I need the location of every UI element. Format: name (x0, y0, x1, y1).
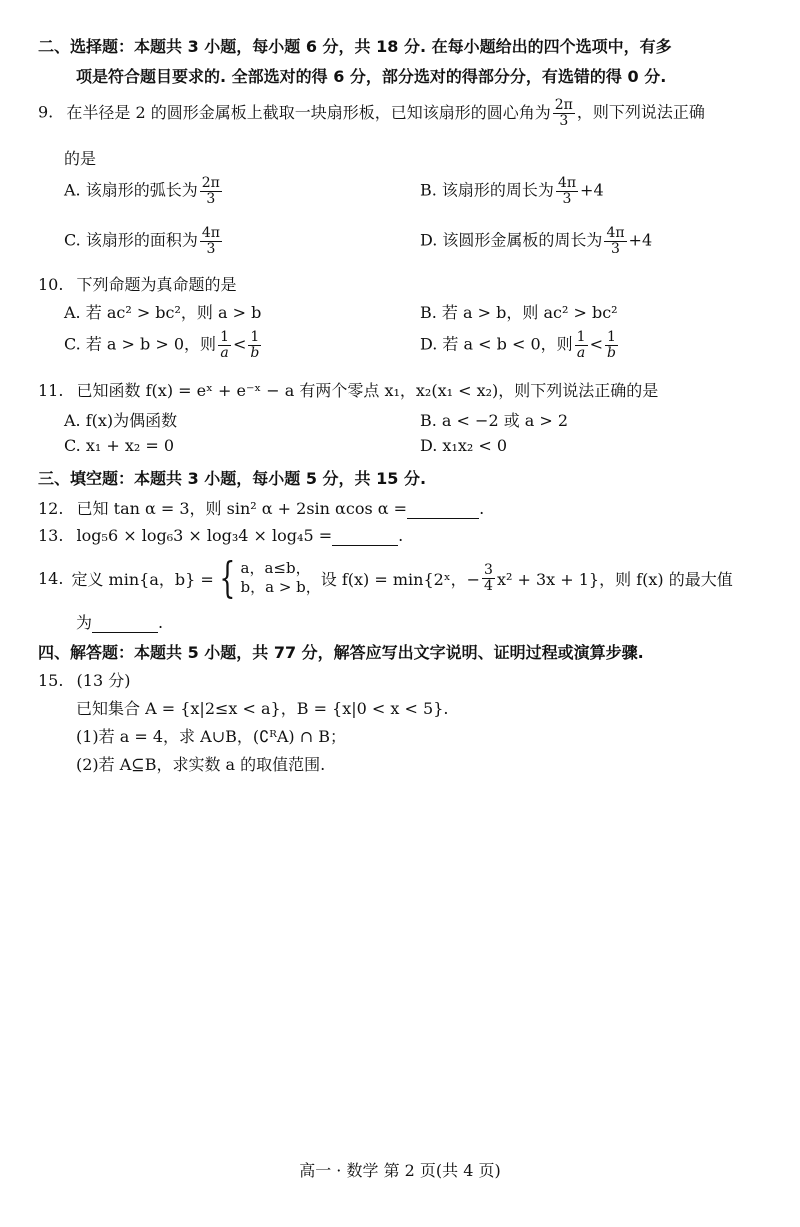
frac-numerator: 4π (606, 225, 625, 241)
question-15-stem: 已知集合 A = {x|2≤x < a}，B = {x|0 < x < 5}. (76, 699, 449, 718)
fraction (605, 330, 618, 360)
fraction (200, 176, 222, 206)
question-text: 定义 min{a，b} = (71, 569, 214, 589)
q10-option-a: A. 若 ac² > bc²，则 a > b (64, 303, 262, 322)
q10-option-c (64, 330, 263, 360)
question-text: 已知 tan α = 3，则 sin² α + 2sin αcos α = (76, 499, 408, 518)
question-number: 15. (38, 671, 64, 690)
page-footer: 高一 · 数学 第 2 页(共 4 页) (299, 1161, 501, 1180)
question-13 (38, 526, 403, 546)
period: . (479, 499, 485, 518)
q9-option-d (420, 226, 652, 256)
frac-numerator: 2π (554, 97, 573, 113)
q9-option-c (64, 226, 224, 256)
fraction (482, 563, 495, 593)
question-15-part1: (1)若 a = 4，求 A∪B，(∁ᴿA) ∩ B； (76, 727, 346, 746)
frac-denominator: 3 (559, 112, 569, 129)
question-text: 在半径是 2 的圆形金属板上截取一块扇形板，已知该扇形的圆心角为 (66, 102, 551, 122)
question-9-stem (38, 98, 705, 128)
question-9-stem-cont: 的是 (64, 149, 97, 168)
answer-blank (407, 499, 479, 519)
fraction (200, 226, 222, 256)
option-label: D. 该圆形金属板的周长为 (420, 230, 603, 250)
question-text: log₅6 × log₆3 × log₃4 × log₄5 = (76, 526, 333, 545)
q10-option-b: B. 若 a > b，则 ac² > bc² (420, 303, 618, 322)
option-label: B. 该扇形的周长为 (420, 180, 554, 200)
case-1: a，a≤b， (240, 558, 311, 577)
question-number: 14. (38, 568, 64, 588)
question-15-part2: (2)若 A⊆B，求实数 a 的取值范围. (76, 755, 326, 774)
question-10-stem (38, 272, 237, 295)
case-2: b，a > b， (240, 578, 321, 596)
section2-heading-line1: 二、选择题：本题共 3 小题，每小题 6 分，共 18 分. 在每小题给出的四个选项中，有多 (38, 37, 672, 56)
frac-denominator: 4 (484, 577, 493, 594)
question-number: 13. (38, 526, 64, 545)
angle-fraction (553, 98, 575, 128)
question-11-stem (38, 378, 658, 401)
frac-numerator: 4π (557, 175, 577, 191)
q11-option-c: C. x₁ + x₂ = 0 (64, 436, 175, 455)
q11-option-d: D. x₁x₂ < 0 (420, 436, 508, 455)
question-text: 已知函数 f(x) = eˣ + e⁻ˣ − a 有两个零点 x₁，x₂(x₁ < x₂)，则下列说法正确的是 (76, 381, 659, 400)
question-14-cont (76, 610, 163, 633)
left-brace-icon: { (219, 553, 236, 602)
frac-numerator: 4π (201, 225, 220, 241)
q9-option-b (420, 176, 604, 206)
frac-denominator: 3 (206, 240, 216, 257)
frac-numerator: 1 (220, 329, 229, 345)
fraction (604, 226, 626, 256)
question-number: 10. (38, 275, 64, 294)
question-text: 为 (76, 613, 93, 632)
answer-blank (332, 526, 398, 546)
q9-option-a (64, 176, 224, 206)
frac-denominator: 3 (562, 190, 572, 207)
frac-numerator: 1 (576, 329, 586, 345)
option-tail: +4 (628, 230, 653, 250)
piecewise-cases (241, 559, 321, 598)
section3-heading: 三、填空题：本题共 3 小题，每小题 5 分，共 15 分. (38, 469, 427, 488)
q10-option-d (420, 330, 620, 360)
question-text: 下列命题为真命题的是 (76, 275, 237, 294)
question-number: 12. (38, 499, 64, 518)
option-label: C. 若 a > b > 0，则 (64, 334, 217, 354)
frac-denominator: 3 (206, 190, 216, 207)
fraction (218, 330, 231, 360)
question-15-header (38, 668, 130, 691)
question-12 (38, 496, 484, 519)
question-14 (38, 552, 733, 604)
question-text: 设 f(x) = min{2ˣ，− (320, 569, 481, 589)
less-than: < (589, 334, 603, 354)
frac-denominator: b (250, 344, 260, 361)
frac-denominator: a (576, 344, 586, 361)
frac-denominator: a (220, 344, 229, 361)
option-tail: +4 (580, 180, 604, 200)
option-label: C. 该扇形的面积为 (64, 230, 198, 250)
fraction (556, 176, 578, 206)
q11-option-b: B. a < −2 或 a > 2 (420, 411, 569, 430)
frac-denominator: 3 (611, 240, 620, 257)
option-label: A. 该扇形的弧长为 (64, 180, 198, 200)
question-number: 9. (38, 102, 54, 122)
less-than: < (232, 334, 247, 354)
section2-heading-line2: 项是符合题目要求的. 全部选对的得 6 分，部分选对的得部分分，有选错的得 0 分. (76, 67, 667, 86)
fraction (575, 330, 588, 360)
question-score: (13 分) (76, 671, 131, 690)
period: . (158, 613, 164, 632)
frac-numerator: 2π (201, 175, 220, 191)
section4-heading: 四、解答题：本题共 5 小题，共 77 分，解答应写出文字说明、证明过程或演算步骤. (38, 643, 644, 662)
question-number: 11. (38, 381, 64, 400)
question-text: x² + 3x + 1}，则 f(x) 的最大值 (496, 569, 733, 589)
frac-numerator: 1 (606, 329, 616, 345)
frac-numerator: 3 (484, 561, 493, 578)
option-label: D. 若 a < b < 0，则 (420, 334, 573, 354)
frac-numerator: 1 (250, 329, 260, 345)
q11-option-a: A. f(x)为偶函数 (64, 411, 178, 430)
frac-denominator: b (606, 344, 616, 361)
question-text: ，则下列说法正确 (576, 102, 705, 122)
answer-blank (92, 613, 158, 633)
fraction (248, 330, 261, 360)
period: . (398, 526, 404, 545)
